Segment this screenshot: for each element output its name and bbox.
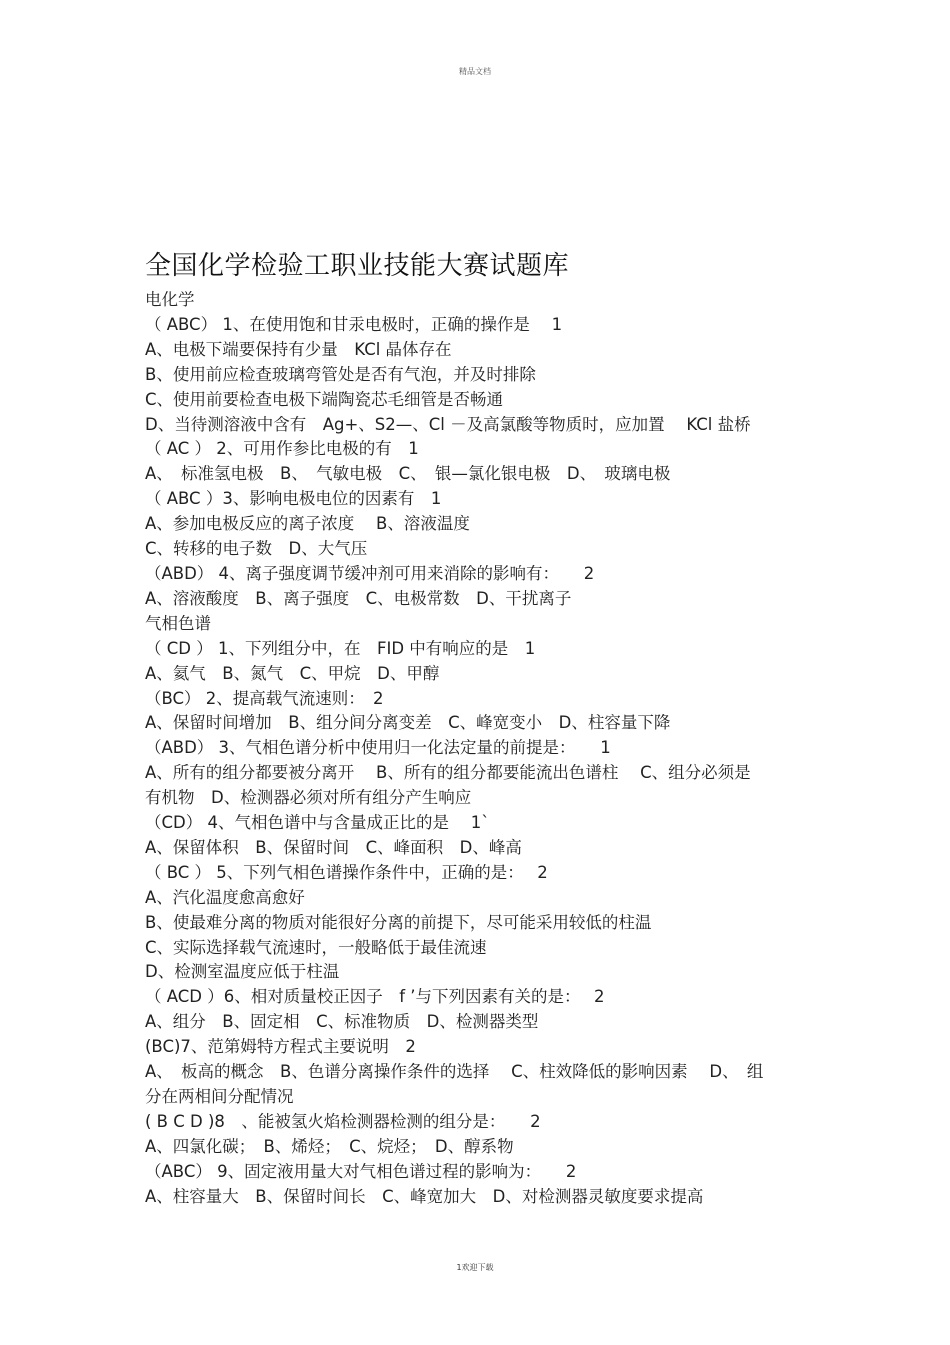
text-line: D、检测室温度应低于柱温	[145, 962, 340, 982]
text-line: （ABC） 9、固定液用量大对气相色谱过程的影响为： 2	[145, 1161, 577, 1181]
text-line: （ CD ） 1、下列组分中，在 FID 中有响应的是 1	[145, 638, 536, 658]
text-line: A、保留体积 B、保留时间 C、峰面积 D、峰高	[145, 837, 522, 857]
text-line: 气相色谱	[145, 613, 211, 633]
text-line: C、实际选择载气流速时，一般略低于最佳流速	[145, 937, 487, 957]
text-line: （ BC ） 5、下列气相色谱操作条件中，正确的是： 2	[145, 862, 548, 882]
text-line: （ ABC ）3、影响电极电位的因素有 1	[145, 489, 442, 509]
text-line: 电化学	[145, 290, 195, 309]
text-line: （BC） 2、提高载气流速则： 2	[145, 688, 384, 708]
text-line: 有机物 D、检测器必须对所有组分产生响应	[145, 788, 472, 808]
text-line: （ABD） 4、离子强度调节缓冲剂可用来消除的影响有： 2	[145, 563, 595, 583]
text-line: B、使最难分离的物质对能很好分离的前提下，尽可能采用较低的柱温	[145, 912, 652, 932]
text-line: A、保留时间增加 B、组分间分离变差 C、峰宽变小 D、柱容量下降	[145, 713, 671, 733]
text-line: D、当待测溶液中含有 Ag+、S2—、Cl －及高氯酸等物质时，应加置 KCl 盐桥	[145, 414, 751, 434]
text-line: A、 标准氢电极 B、 气敏电极 C、 银—氯化银电极 D、 玻璃电极	[145, 464, 671, 484]
text-line: （CD） 4、气相色谱中与含量成正比的是 1`	[145, 813, 490, 833]
header-note: 精品文档	[459, 67, 491, 76]
text-line: （ ACD ）6、相对质量校正因子 f ’与下列因素有关的是： 2	[145, 987, 605, 1007]
footer-note: 1欢迎下载	[456, 1263, 494, 1272]
text-line: C、使用前要检查电极下端陶瓷芯毛细管是否畅通	[145, 389, 504, 409]
text-line: ( B C D )8 、能被氢火焰检测器检测的组分是： 2	[145, 1111, 541, 1131]
question-list	[145, 288, 825, 1210]
document-title: 全国化学检验工职业技能大赛试题库	[145, 251, 570, 281]
text-line: A、电极下端要保持有少量 KCl 晶体存在	[145, 339, 452, 359]
text-line: 分在两相间分配情况	[145, 1087, 294, 1106]
text-line: A、参加电极反应的离子浓度 B、溶液温度	[145, 514, 470, 534]
document-body	[145, 248, 825, 1210]
text-line: （ ABC） 1、在使用饱和甘汞电极时，正确的操作是 1	[145, 314, 563, 334]
text-line: C、转移的电子数 D、大气压	[145, 539, 368, 559]
text-line: (BC)7、范第姆特方程式主要说明 2	[145, 1037, 416, 1057]
text-line: A、四氯化碳； B、烯烃； C、烷烃； D、醇系物	[145, 1136, 514, 1156]
text-line: A、所有的组分都要被分离开 B、所有的组分都要能流出色谱柱 C、组分必须是	[145, 763, 751, 783]
text-line: A、组分 B、固定相 C、标准物质 D、检测器类型	[145, 1012, 539, 1032]
text-line: （ AC ） 2、可用作参比电极的有 1	[145, 439, 419, 459]
text-line: A、氦气 B、氮气 C、甲烷 D、甲醇	[145, 663, 440, 683]
text-line: A、汽化温度愈高愈好	[145, 887, 305, 907]
text-line: A、柱容量大 B、保留时间长 C、峰宽加大 D、对检测器灵敏度要求提高	[145, 1186, 704, 1206]
text-line: A、 板高的概念 B、色谱分离操作条件的选择 C、柱效降低的影响因素 D、 组	[145, 1062, 764, 1082]
text-line: （ABD） 3、气相色谱分析中使用归一化法定量的前提是： 1	[145, 738, 611, 758]
text-line: A、溶液酸度 B、离子强度 C、电极常数 D、干扰离子	[145, 588, 572, 608]
text-line: B、使用前应检查玻璃弯管处是否有气泡，并及时排除	[145, 364, 536, 384]
